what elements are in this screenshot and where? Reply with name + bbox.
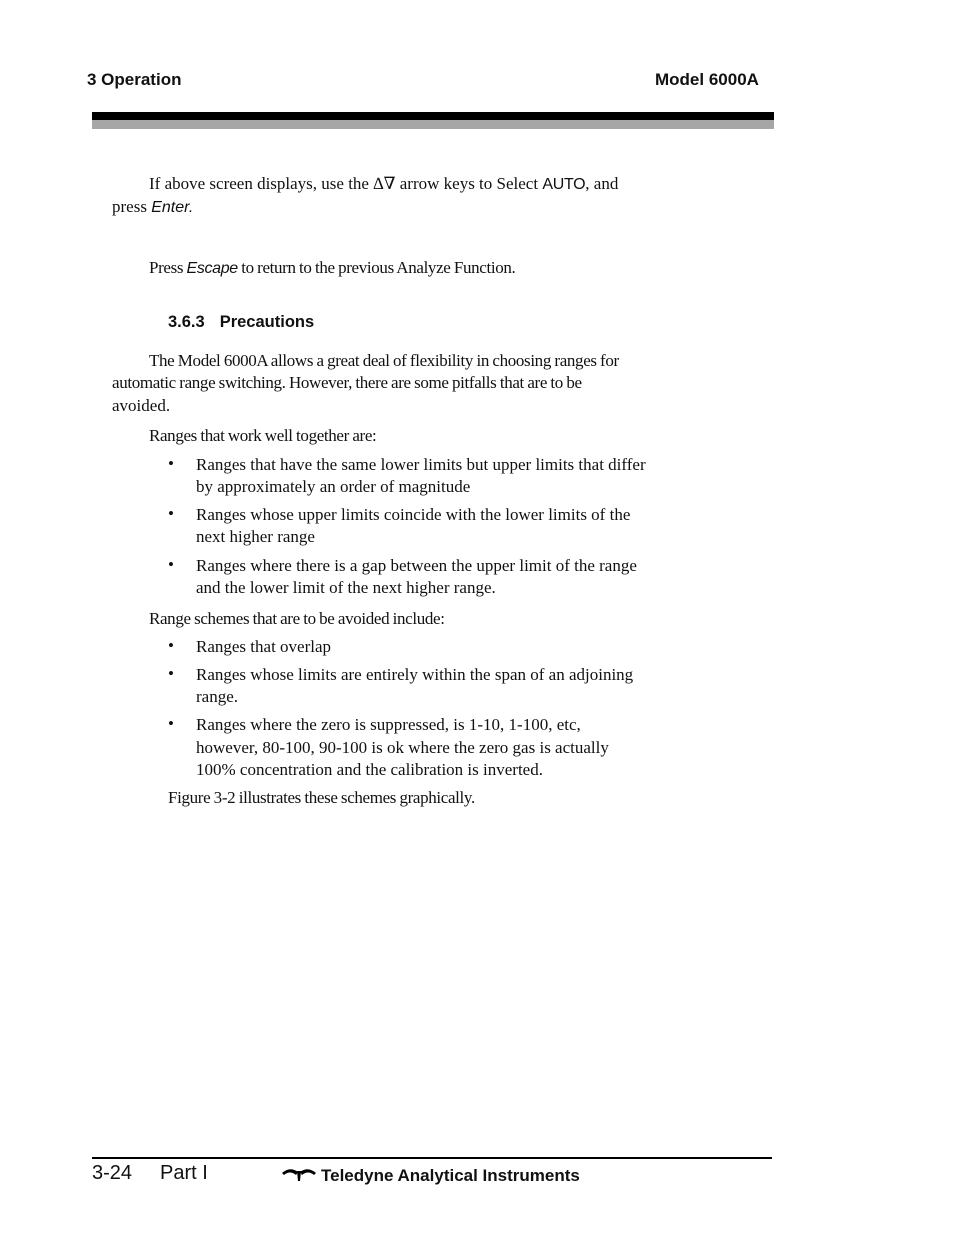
bullet-icon: • [168,714,174,733]
teledyne-logo-icon [281,1166,317,1182]
list-item-line: Ranges whose upper limits coincide with the lower limits of the [196,505,631,524]
list-item-line: 100% concentration and the calibration is inverted. [196,760,543,779]
para-line: avoided. [112,396,171,415]
intro-text: press [112,197,152,216]
bullet-icon: • [168,454,174,473]
figure-reference: Figure 3-2 illustrates these schemes graphically. [168,788,475,807]
footer-rule [92,1157,772,1159]
escape-key: Escape [186,260,238,277]
part-label: Part I [160,1162,208,1184]
section-heading [168,313,314,332]
list-item-line: Ranges that overlap [196,637,332,656]
bullet-icon: • [168,555,174,574]
brand-name: Teledyne Analytical Instruments [321,1166,580,1185]
header-rule-shade [92,120,774,129]
auto-key: AUTO [542,176,586,193]
list-item-line: however, 80-100, 90-100 is ok where the zero gas is actually [196,738,609,757]
works-intro: Ranges that work well together are: [149,426,377,445]
list-item-line: Ranges where the zero is suppressed, is 1-10, 1-100, etc, [196,715,581,734]
intro-line-1 [149,173,618,197]
list-item-line: next higher range [196,527,315,546]
list-item-line: Ranges that have the same lower limits but upper limits that differ [196,455,646,474]
para-line: The Model 6000A allows a great deal of flexibility in choosing ranges for [149,351,619,370]
intro-text: , and [585,174,619,193]
avoid-intro: Range schemes that are to be avoided include: [149,609,445,628]
list-item-line: range. [196,687,239,706]
list-item-line: Ranges where there is a gap between the upper limit of the range [196,556,637,575]
bullet-icon: • [168,504,174,523]
header-rule [92,112,774,120]
running-header-section: 3 Operation [87,70,182,89]
list-item-line: Ranges whose limits are entirely within the span of an adjoining [196,665,634,684]
escape-text: Press [149,258,187,277]
escape-text: to return to the previous Analyze Function. [237,258,516,277]
intro-line-2 [112,196,193,220]
section-title: Precautions [219,313,315,331]
page-number: 3-24 [92,1162,133,1184]
escape-paragraph [149,257,515,281]
enter-key: Enter. [151,199,194,216]
bullet-icon: • [168,664,174,683]
intro-text: If above screen displays, use the ∆∇ arrow keys to Select [149,174,543,193]
running-header-model: Model 6000A [655,70,759,89]
list-item-line: by approximately an order of magnitude [196,477,471,496]
section-number: 3.6.3 [168,313,205,331]
para-line: automatic range switching. However, there are some pitfalls that are to be [112,373,582,392]
list-item-line: and the lower limit of the next higher range. [196,578,496,597]
bullet-icon: • [168,636,174,655]
